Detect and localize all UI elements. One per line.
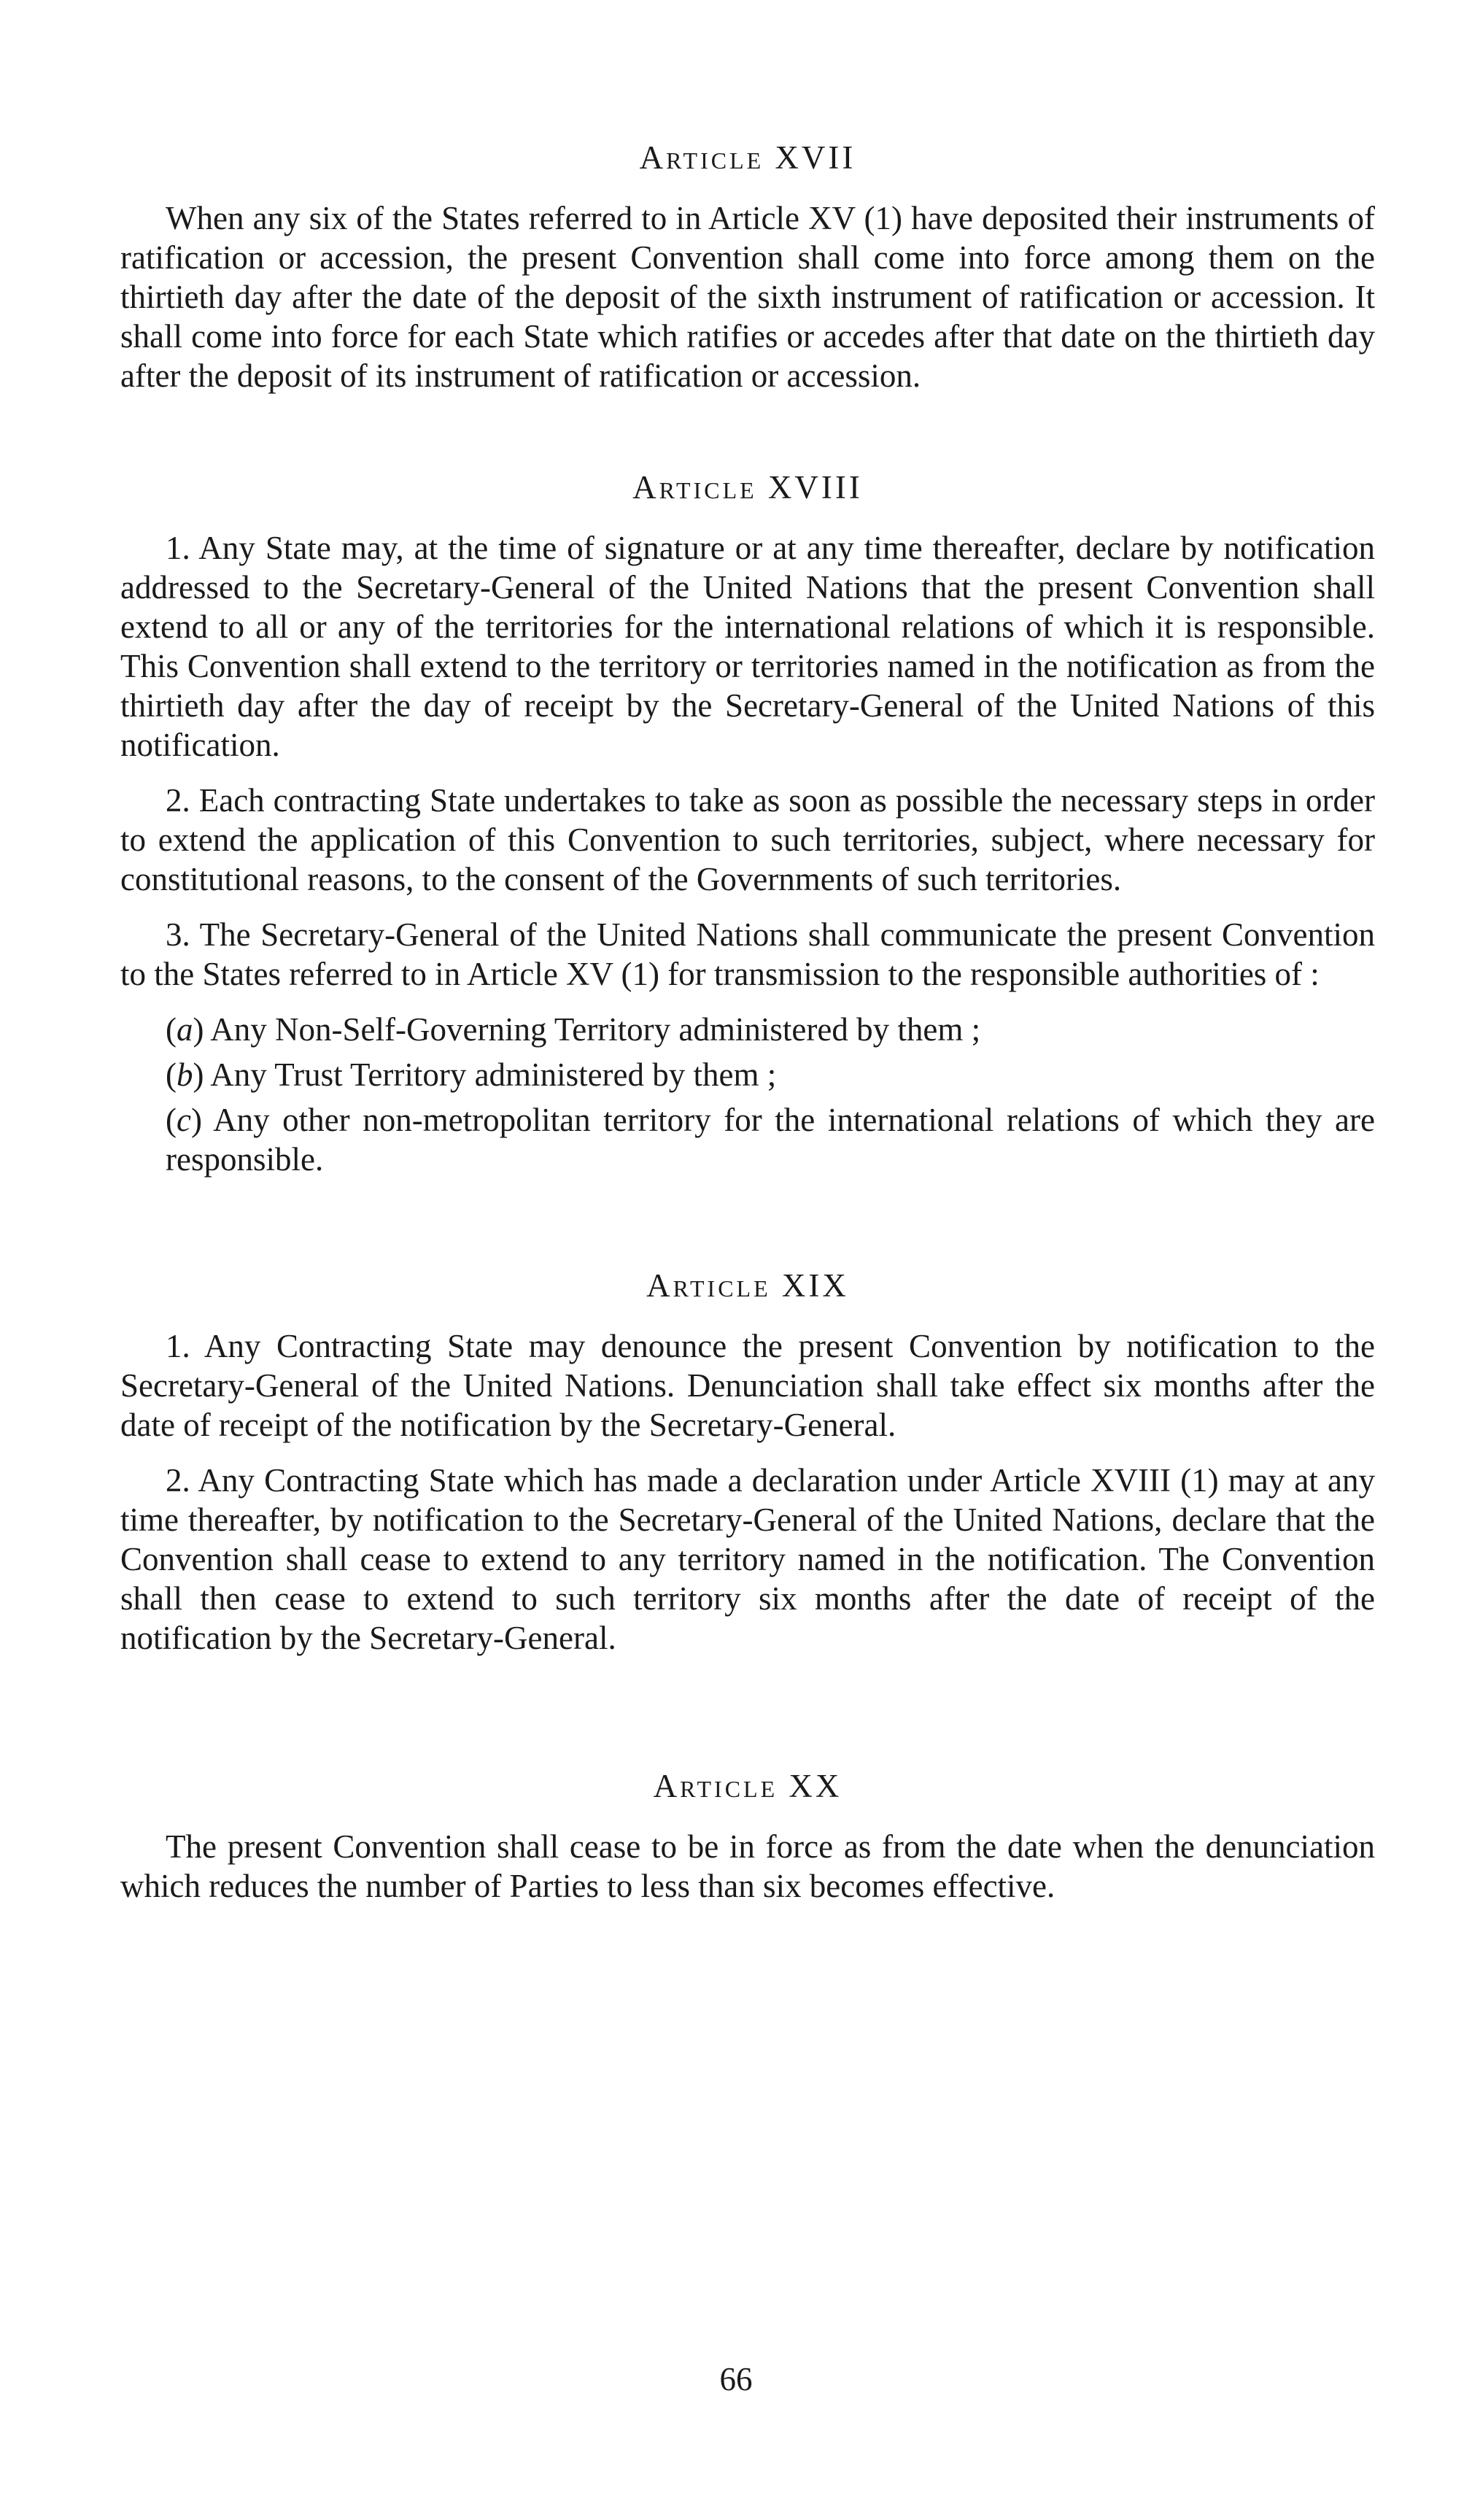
- article-paragraph: 1. Any Contracting State may denounce the present Convention by notification to the Secretary-General of the United Nations. Denunciation shall take effect six months after the date of receipt of the notification by the Secretary-General.: [120, 1328, 1375, 1443]
- list-item-text: Any Non-Self-Governing Territory administered by them ;: [210, 1011, 981, 1048]
- article-heading: Article XIX: [646, 1267, 849, 1304]
- article-xx: [120, 1767, 1375, 1906]
- article-xvii: [120, 139, 1375, 395]
- list-item: (a) Any Non-Self-Governing Territory administered by them ;: [166, 1011, 981, 1048]
- article-heading: Article XVIII: [632, 469, 863, 506]
- article-xix: [120, 1267, 1375, 1658]
- list-item-marker: a: [177, 1011, 193, 1048]
- article-paragraph: When any six of the States referred to in Article XV (1) have deposited their instruments of ratification or accession, the present Convention shall come into force among them on the thirtieth day after the date of the deposit of the sixth instrument of ratification or accession. It shall come into force for each State which ratifies or accedes after that date on the thirtieth day after the deposit of its instrument of ratification or accession.: [120, 200, 1375, 394]
- article-paragraph: 3. The Secretary-General of the United Nations shall communicate the present Convention to the States referred to in Article XV (1) for transmission to the responsible authorities of :: [120, 916, 1375, 992]
- article-paragraph: 2. Each contracting State undertakes to take as soon as possible the necessary steps in order to extend the application of this Convention to such territories, subject, where necessary for constitutional reasons, to the consent of the Governments of such territories.: [120, 782, 1375, 897]
- list-item-text: Any other non-metropolitan territory for the international relations of which they are responsible.: [166, 1102, 1375, 1178]
- page-body: [120, 139, 1375, 1922]
- article-heading: Article XVII: [639, 139, 856, 176]
- list-item-marker: b: [177, 1056, 193, 1093]
- article-paragraph: 2. Any Contracting State which has made a declaration under Article XVIII (1) may at any time thereafter, by notification to the Secretary-General of the United Nations, declare that the Convention shall cease to extend to any territory named in the notification. The Convention shall then cease to extend to such territory six months after the date of receipt of the notification by the Secretary-General.: [120, 1462, 1375, 1656]
- article-paragraph: 1. Any State may, at the time of signature or at any time thereafter, declare by notification addressed to the Secretary-General of the United Nations that the present Convention shall extend to all or any of the territories for the international relations of which it is responsible. This Convention shall extend to the territory or territories named in the notification as from the thirtieth day after the day of receipt by the Secretary-General of the United Nations of this notification.: [120, 530, 1375, 763]
- list-item: (c) Any other non-metropolitan territory for the international relations of which they are responsible.: [166, 1102, 1375, 1178]
- list-item-text: Any Trust Territory administered by them ;: [210, 1056, 777, 1093]
- article-paragraph: The present Convention shall cease to be in force as from the date when the denunciation which reduces the number of Parties to less than six becomes effective.: [120, 1828, 1375, 1904]
- list-item-marker: c: [177, 1102, 191, 1138]
- page-number: 66: [719, 2361, 753, 2397]
- article-xviii: [120, 468, 1375, 1179]
- article-heading: Article XX: [653, 1768, 842, 1804]
- list-item: (b) Any Trust Territory administered by them ;: [166, 1056, 777, 1093]
